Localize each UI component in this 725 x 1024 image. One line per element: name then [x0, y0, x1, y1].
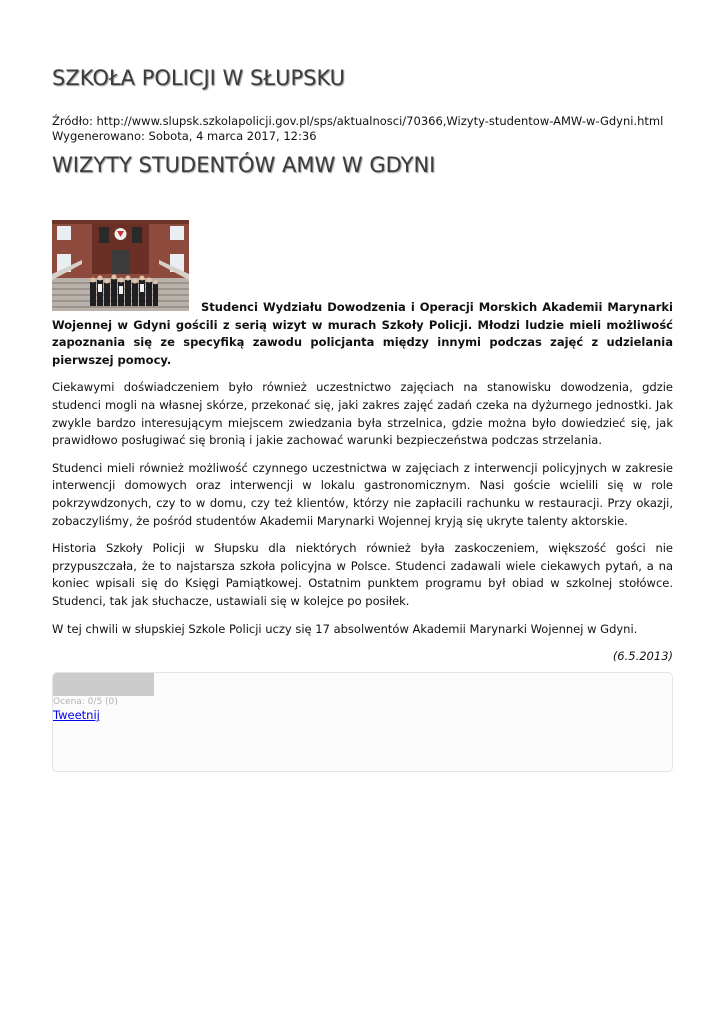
article-paragraph: Studenci mieli również możliwość czynnego uczestnictwa w zajęciach z interwencji policyjnych w zakresie interwencji domowych oraz interwencji w lokalu gastronomicznym. Nasi goście wcielili się w role pokrzywdzonych, czy to w domu, czy też klientów, którzy nie zapłacili rachunku w restauracji. Przy okazji, zobaczyliśmy, że pośród studentów Akademii Marynarki Wojennej kryją się ukryte talenty aktorskie.	[52, 460, 673, 528]
tweet-link[interactable]: Tweetnij	[53, 708, 100, 722]
article-paragraph: Historia Szkoły Policji w Słupsku dla niektórych również była zaskoczeniem, większość gości nie przypuszczała, że to najstarsza szkoła policyjna w Polsce. Studenci zadawali wiele ciekawych pytań, a na koniec wpisali się do Księgi Pamiątkowej. Ostatnim punktem programu był obiad w szkolnej stołówce. Studenci, tak jak słuchacze, ustawiali się w kolejce po posiłek.	[52, 541, 673, 608]
article-body	[52, 220, 673, 666]
site-title: SZKOŁA POLICJI W SŁUPSKU	[52, 66, 346, 90]
article-paragraph: W tej chwili w słupskiej Szkole Policji uczy się 17 absolwentów Akademii Marynarki Wojennej w Gdyni.	[52, 621, 638, 636]
rating-stars-bar[interactable]	[53, 673, 154, 696]
rating-share-box	[52, 672, 673, 772]
generated-line: Wygenerowano: Sobota, 4 marca 2017, 12:36	[52, 128, 317, 143]
article-date: (6.5.2013)	[612, 649, 673, 664]
article-lead: Studenci Wydziału Dowodzenia i Operacji Morskich Akademii Marynarki Wojennej w Gdyni gościli z serią wizyt w murach Szkoły Policji. Młodzi ludzie mieli możliwość zapoznania się ze specyfiką zawodu policjanta między innymi podczas zajęć z udzielania pierwszej pomocy.	[52, 300, 673, 367]
group-photo-icon	[52, 220, 189, 311]
source-line: Źródło: http://www.slupsk.szkolapolicji.gov.pl/sps/aktualnosci/70366,Wizyty-studentow-AMW-w-Gdyni.html	[52, 114, 664, 128]
meta-block	[52, 114, 663, 143]
rating-label: Ocena: 0/5 (0)	[53, 697, 118, 707]
article-paragraph: Ciekawymi doświadczeniem było również uczestnictwo zajęciach na stanowisku dowodzenia, gdzie studenci mogli na własnej skórze, przekonać się, jaki zakres zajęć zadań czeka na dyżurnego jednostki. Jak zwykle bardzo interesującym miejscem zwiedzania była strzelnica, gdzie można było dowiedzieć się, jak prawidłowo posługiwać się bronią i jakie zachować warunki bezpieczeństwa podczas strzelania.	[52, 380, 673, 448]
article-title: WIZYTY STUDENTÓW AMW W GDYNI	[52, 153, 436, 177]
